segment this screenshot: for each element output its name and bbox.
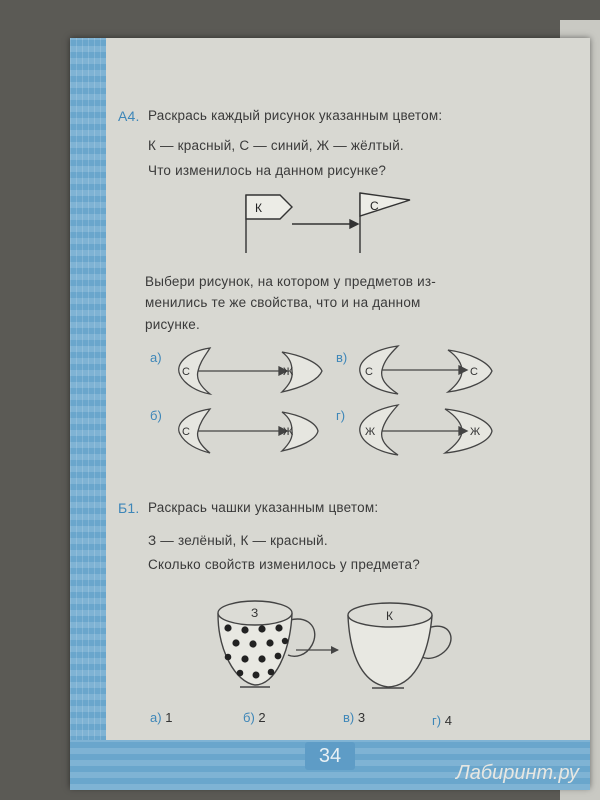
- task-b1-line3: Сколько свойств изменилось у предмета?: [148, 557, 420, 572]
- flag-left: [246, 195, 292, 219]
- cup-left: [218, 601, 315, 687]
- option-g-right-letter: Ж: [470, 426, 481, 438]
- answer-b: б) 2: [243, 710, 266, 725]
- flag-figure: [246, 193, 410, 253]
- answer-g: г) 4: [432, 713, 452, 728]
- option-b-label: б): [150, 408, 162, 423]
- option-v-left-letter: С: [365, 366, 373, 378]
- task-b1-label: Б1.: [118, 500, 140, 516]
- cup-right-letter: К: [386, 609, 393, 623]
- option-g-label: г): [336, 408, 346, 423]
- task-a4-question-1: Выбери рисунок, на котором у предметов из-: [145, 274, 436, 289]
- task-a4-line3: Что изменилось на данном рисунке?: [148, 163, 387, 178]
- task-a4-line2: К — красный, С — синий, Ж — жёлтый.: [148, 138, 404, 153]
- option-a-left-letter: С: [182, 366, 190, 378]
- option-g-left-letter: Ж: [365, 426, 376, 438]
- option-a-label: а): [150, 350, 162, 365]
- option-b-left-letter: С: [182, 426, 190, 438]
- flag-left-letter: К: [255, 201, 262, 215]
- cup-right: [348, 603, 451, 688]
- option-v-right-letter: С: [470, 366, 478, 378]
- task-b1-line1: Раскрась чашки указанным цветом:: [148, 500, 379, 515]
- task-a4-line1: Раскрась каждый рисунок указанным цветом:: [148, 108, 443, 123]
- option-a-right-letter: Ж: [283, 366, 294, 378]
- answer-a: а) 1: [150, 710, 173, 725]
- task-a4-question-2: менились те же свойства, что и на данном: [145, 295, 421, 310]
- option-a-figure: [179, 348, 322, 394]
- watermark: Лабиринт.ру: [456, 762, 579, 784]
- page-number: 34: [305, 742, 355, 770]
- task-b1-line2: З — зелёный, К — красный.: [148, 533, 328, 548]
- flag-right-letter: С: [370, 199, 379, 213]
- flag-right: [360, 193, 410, 216]
- cup-left-letter: З: [251, 606, 259, 620]
- option-v-label: в): [336, 350, 348, 365]
- answer-v: в) 3: [343, 710, 366, 725]
- option-b-figure: [179, 409, 318, 453]
- task-a4-label: А4.: [118, 108, 140, 124]
- task-a4-question-3: рисунке.: [145, 317, 200, 332]
- option-b-right-letter: Ж: [283, 426, 294, 438]
